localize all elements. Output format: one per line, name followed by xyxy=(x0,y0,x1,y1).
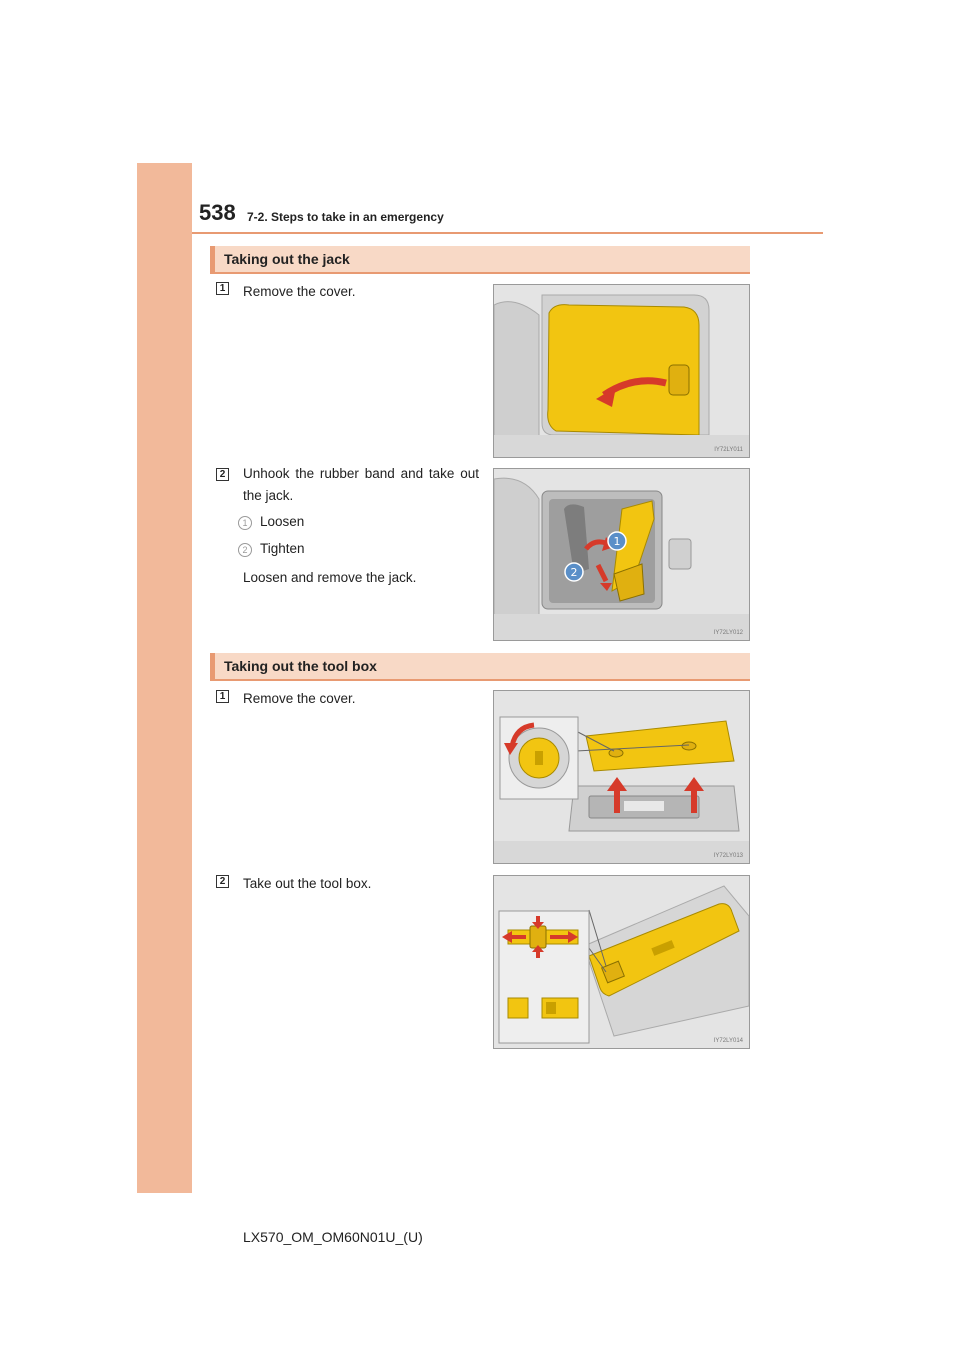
section-accent-bar xyxy=(210,653,215,679)
callout-number: 1 xyxy=(613,535,621,548)
step-number-box: 1 xyxy=(216,690,229,703)
step-number-box: 1 xyxy=(216,282,229,295)
image-code: IY72LY013 xyxy=(713,853,743,859)
footer-document-code: LX570_OM_OM60N01U_(U) xyxy=(243,1229,423,1245)
step-note: Loosen and remove the jack. xyxy=(243,570,417,585)
section-accent-bar xyxy=(210,246,215,272)
section-title: Taking out the jack xyxy=(224,251,350,267)
header-rule xyxy=(192,232,823,234)
step-text: Remove the cover. xyxy=(243,284,356,299)
sub-step-number: 1 xyxy=(238,516,252,530)
chapter-side-strip xyxy=(137,163,192,1193)
image-code: IY72LY012 xyxy=(713,630,743,636)
section-title: Taking out the tool box xyxy=(224,658,377,674)
illustration-toolbox-cover xyxy=(493,690,750,864)
section-header-toolbox xyxy=(210,653,750,681)
step-number-box: 2 xyxy=(216,468,229,481)
page-number: 538 xyxy=(199,200,236,225)
step-text: Remove the cover. xyxy=(243,691,356,706)
sub-step-label: Loosen xyxy=(260,514,305,529)
image-code: IY72LY014 xyxy=(713,1038,743,1044)
illustration-jack-removal xyxy=(493,468,750,641)
step-number-box: 2 xyxy=(216,875,229,888)
illustration-toolbox-removal xyxy=(493,875,750,1049)
sub-step-number: 2 xyxy=(238,543,252,557)
callout-number: 2 xyxy=(570,566,578,579)
illustration-jack-cover xyxy=(493,284,750,458)
chapter-title: 7-2. Steps to take in an emergency xyxy=(247,210,444,224)
sub-step-label: Tighten xyxy=(260,541,305,556)
image-code: IY72LY011 xyxy=(714,447,743,453)
step-text: Take out the tool box. xyxy=(243,876,372,891)
section-header-jack xyxy=(210,246,750,274)
step-text: Unhook the rubber band and take out the jack. xyxy=(243,466,479,503)
